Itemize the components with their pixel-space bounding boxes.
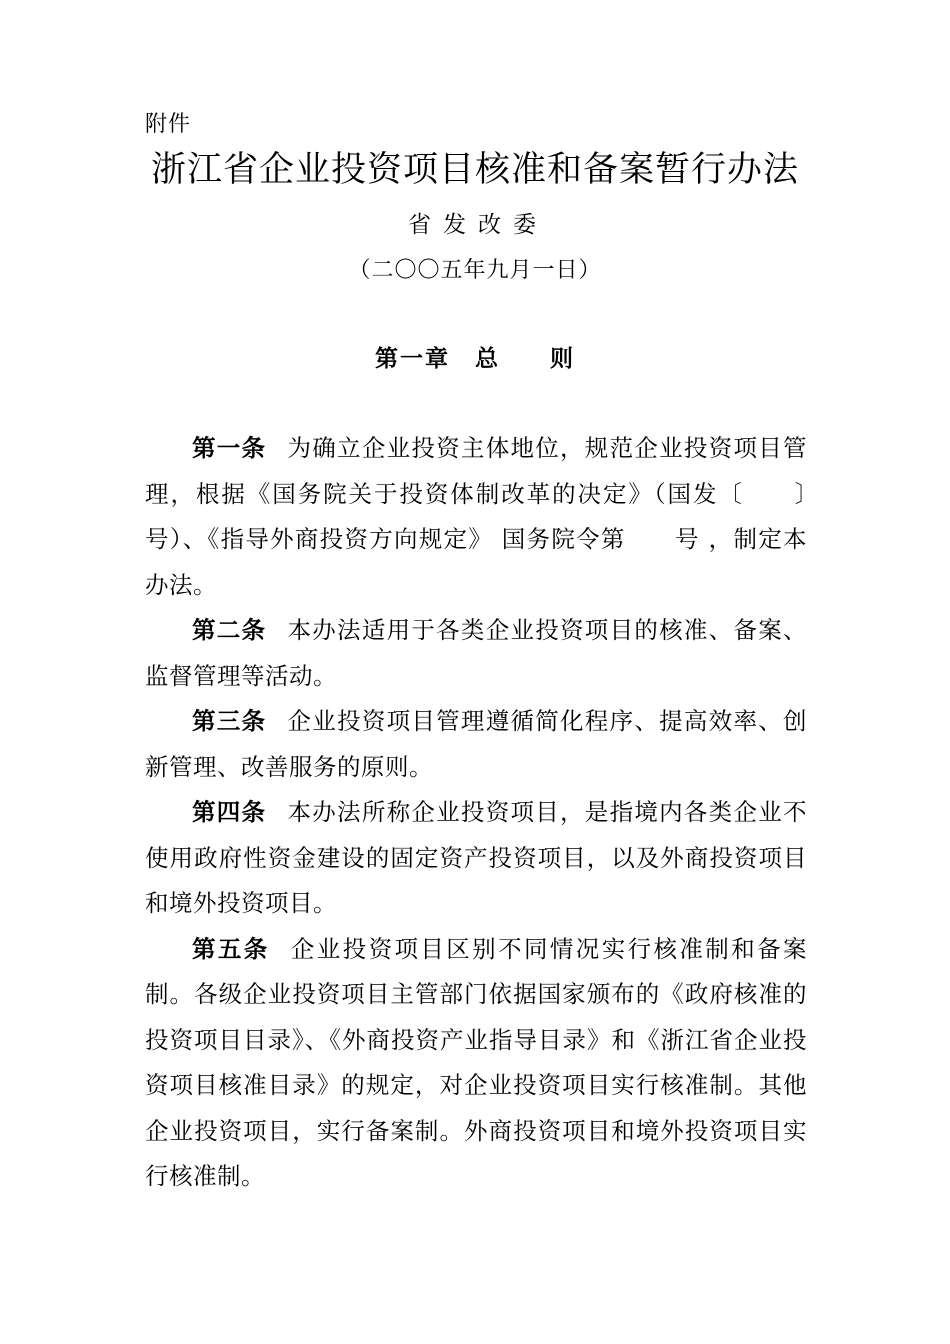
chapter-heading: 第一章 总 则 — [375, 346, 575, 372]
article-4 — [145, 790, 807, 927]
attachment-label: 附件 — [145, 112, 192, 137]
article-text: 企业投资项目管理遵循简化程序、提高效率、创新管理、改善服务的原则。 — [145, 707, 808, 781]
article-label: 第二条 — [192, 616, 267, 644]
article-1 — [145, 426, 855, 608]
document-date: （二〇〇五年九月一日） — [348, 258, 602, 283]
article-label: 第一条 — [192, 434, 267, 462]
document-body — [145, 426, 855, 1200]
issuer-name: 省发改委 — [408, 212, 548, 238]
article-text: 企业投资项目区别不同情况实行核准制和备案制。各级企业投资项目主管部门依据国家颁布的《政府核准的投资项目目录》、《外商投资产业指导目录》和《浙江省企业投资项目核准目录》的规定，对企业投资项目实行核准制。其他企业投资项目，实行备案制。外商投资项目和境外投资项目实行核准制。 — [145, 934, 808, 1190]
article-5 — [145, 927, 807, 1200]
article-3 — [145, 699, 807, 790]
document-title: 浙江省企业投资项目核准和备案暂行办法 — [150, 150, 799, 190]
article-2 — [145, 608, 807, 699]
article-label: 第五条 — [192, 934, 270, 963]
article-text: 本办法所称企业投资项目，是指境内各类企业不使用政府性资金建设的固定资产投资项目，以及外商投资项目和境外投资项目。 — [145, 798, 808, 917]
article-label: 第四条 — [192, 798, 267, 826]
article-text: 为确立企业投资主体地位，规范企业投资项目管理，根据《国务院关于投资体制改革的决定》（国发〔 〕 号）、《指导外商投资方向规定》 国务院令第 号 ，制定本办法。 — [145, 434, 855, 599]
article-label: 第三条 — [192, 707, 267, 735]
article-text: 本办法适用于各类企业投资项目的核准、备案、监督管理等活动。 — [145, 616, 808, 690]
